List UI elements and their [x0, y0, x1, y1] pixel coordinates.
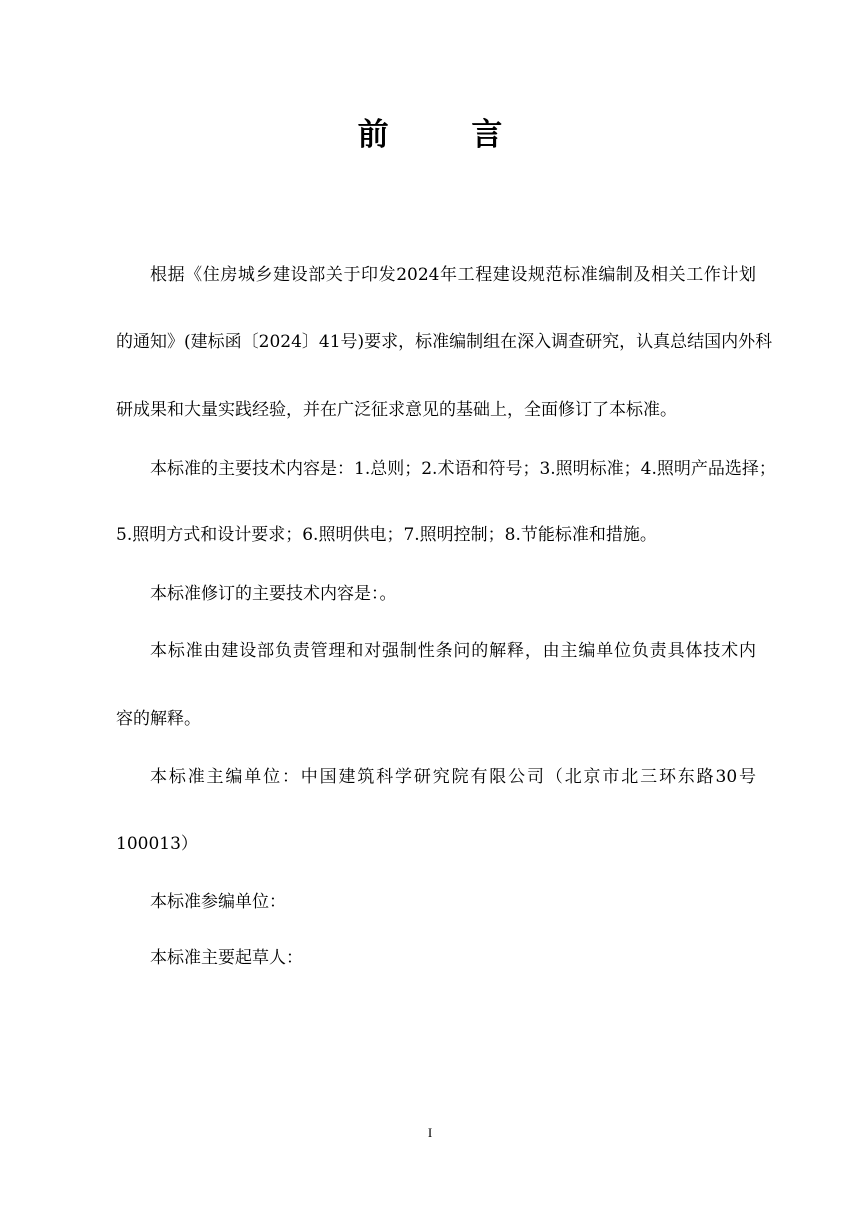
paragraph-participating-units: 本标准参编单位：: [150, 892, 286, 912]
paragraph-basis-line-2: 的通知》(建标函〔2024〕41号)要求，标准编制组在深入调查研究，认真总结国内外科: [116, 332, 773, 352]
paragraph-basis-line-3: 研成果和大量实践经验，并在广泛征求意见的基础上，全面修订了本标准。: [116, 400, 677, 420]
page-title: 前 言: [357, 117, 539, 153]
paragraph-contents-line-1: 本标准的主要技术内容是：1.总则；2.术语和符号；3.照明标准；4.照明产品选择；: [150, 459, 776, 479]
paragraph-management-line-1: 本标准由建设部负责管理和对强制性条问的解释，由主编单位负责具体技术内: [150, 641, 756, 661]
paragraph-chief-editor-line-2: 100013）: [116, 834, 198, 854]
paragraph-drafters: 本标准主要起草人：: [150, 948, 303, 968]
paragraph-management-line-2: 容的解释。: [116, 709, 201, 729]
page-number: I: [427, 1125, 433, 1140]
paragraph-contents-line-2: 5.照明方式和设计要求；6.照明供电；7.照明控制；8.节能标准和措施。: [116, 525, 657, 545]
paragraph-basis-line-1: 根据《住房城乡建设部关于印发2024年工程建设规范标准编制及相关工作计划: [150, 265, 756, 285]
paragraph-chief-editor-line-1: 本标准主编单位：中国建筑科学研究院有限公司（北京市北三环东路30号: [150, 767, 756, 787]
paragraph-revision: 本标准修订的主要技术内容是：。: [150, 584, 397, 604]
